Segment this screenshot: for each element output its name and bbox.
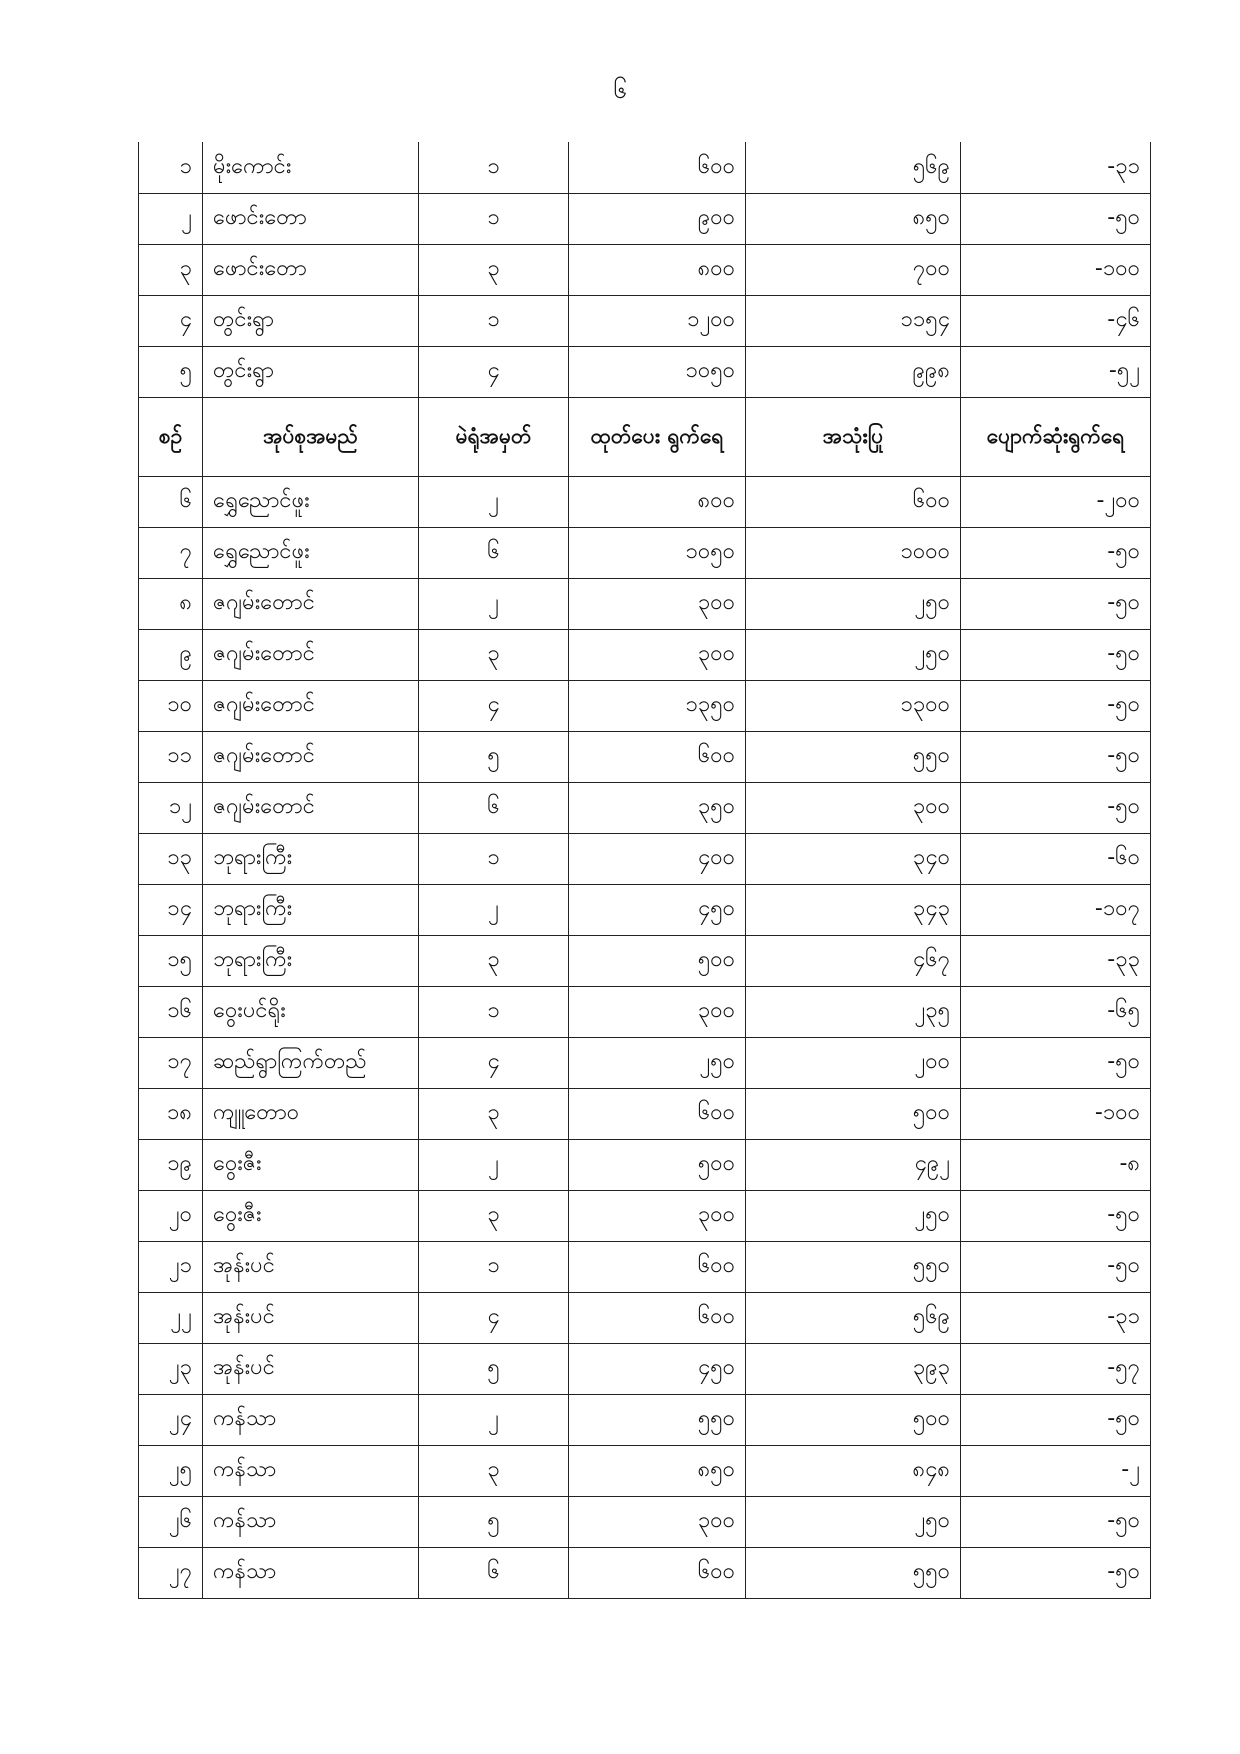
- station-number: ၁: [419, 986, 569, 1037]
- lost-count: -၅၇: [961, 1343, 1151, 1394]
- row-number: ၁၀: [139, 680, 203, 731]
- issued-count: ၈၀၀: [569, 476, 746, 527]
- station-number: ၁: [419, 1241, 569, 1292]
- station-number: ၁: [419, 833, 569, 884]
- table-row: [139, 476, 1151, 527]
- station-number: ၆: [419, 1547, 569, 1598]
- row-number: ၁၅: [139, 935, 203, 986]
- issued-count: ၆၀၀: [569, 1292, 746, 1343]
- lost-count: -၅၀: [961, 578, 1151, 629]
- used-count: ၃၀၀: [746, 782, 961, 833]
- row-number: ၉: [139, 629, 203, 680]
- group-name: ရွှေညောင်ဖူး: [203, 527, 419, 578]
- group-name: ဘုရားကြီး: [203, 884, 419, 935]
- issued-count: ၄၅၀: [569, 884, 746, 935]
- table-row: [139, 1292, 1151, 1343]
- table-row: [139, 1445, 1151, 1496]
- used-count: ၂၅၀: [746, 578, 961, 629]
- table-row: [139, 527, 1151, 578]
- used-count: ၇၀၀: [746, 244, 961, 295]
- issued-count: ၅၅၀: [569, 1394, 746, 1445]
- issued-count: ၉၀၀: [569, 193, 746, 244]
- row-number: ၇: [139, 527, 203, 578]
- issued-count: ၅၀၀: [569, 1139, 746, 1190]
- table-row: [139, 1139, 1151, 1190]
- issued-count: ၆၀၀: [569, 1547, 746, 1598]
- row-number: ၅: [139, 346, 203, 397]
- header-issued: ထုတ်ပေး ရွက်ရေ: [569, 397, 746, 476]
- group-name: တွင်းရွာ: [203, 346, 419, 397]
- table-row: [139, 1496, 1151, 1547]
- issued-count: ၂၅၀: [569, 1037, 746, 1088]
- used-count: ၉၉၈: [746, 346, 961, 397]
- station-number: ၄: [419, 1292, 569, 1343]
- used-count: ၈၄၈: [746, 1445, 961, 1496]
- lost-count: -၆၅: [961, 986, 1151, 1037]
- station-number: ၄: [419, 1037, 569, 1088]
- lost-count: -၁၀၀: [961, 1088, 1151, 1139]
- used-count: ၃၉၃: [746, 1343, 961, 1394]
- issued-count: ၃၅၀: [569, 782, 746, 833]
- lost-count: -၅၀: [961, 527, 1151, 578]
- ledger-header: [139, 397, 1151, 476]
- group-name: ကန်သာ: [203, 1445, 419, 1496]
- group-name: ဘုရားကြီး: [203, 935, 419, 986]
- group-name: ကန်သာ: [203, 1547, 419, 1598]
- group-name: အုန်းပင်: [203, 1241, 419, 1292]
- table-row: [139, 1241, 1151, 1292]
- issued-count: ၆၀၀: [569, 1088, 746, 1139]
- used-count: ၁၁၅၄: [746, 295, 961, 346]
- station-number: ၆: [419, 527, 569, 578]
- used-count: ၅၅၀: [746, 1241, 961, 1292]
- lost-count: -၅၀: [961, 782, 1151, 833]
- ledger-rows: [139, 476, 1151, 1598]
- station-number: ၁: [419, 142, 569, 193]
- group-name: ကန်သာ: [203, 1394, 419, 1445]
- group-name: ဇဂျမ်းတောင်: [203, 680, 419, 731]
- table-row: [139, 142, 1151, 193]
- row-number: ၁၃: [139, 833, 203, 884]
- lost-count: -၂၀၀: [961, 476, 1151, 527]
- station-number: ၂: [419, 884, 569, 935]
- lost-count: -၅၀: [961, 1190, 1151, 1241]
- table-row: [139, 578, 1151, 629]
- lost-count: -၈: [961, 1139, 1151, 1190]
- group-name: ရွှေညောင်ဖူး: [203, 476, 419, 527]
- issued-count: ၆၀၀: [569, 1241, 746, 1292]
- lost-count: -၂: [961, 1445, 1151, 1496]
- station-number: ၃: [419, 1445, 569, 1496]
- station-number: ၁: [419, 295, 569, 346]
- row-number: ၁၄: [139, 884, 203, 935]
- row-number: ၂၁: [139, 1241, 203, 1292]
- station-number: ၆: [419, 782, 569, 833]
- lost-count: -၅၀: [961, 680, 1151, 731]
- station-number: ၂: [419, 1139, 569, 1190]
- issued-count: ၆၀၀: [569, 731, 746, 782]
- header-used: အသုံးပြု: [746, 397, 961, 476]
- table-row: [139, 680, 1151, 731]
- group-name: ကျူတော၀: [203, 1088, 419, 1139]
- issued-count: ၆၀၀: [569, 142, 746, 193]
- group-name: ဇဂျမ်းတောင်: [203, 782, 419, 833]
- lost-count: -၆၀: [961, 833, 1151, 884]
- lost-count: -၅၀: [961, 629, 1151, 680]
- group-name: ဝွေးဇီး: [203, 1190, 419, 1241]
- used-count: ၆၀၀: [746, 476, 961, 527]
- station-number: ၅: [419, 731, 569, 782]
- used-count: ၅၅၀: [746, 731, 961, 782]
- lost-count: -၅၀: [961, 1547, 1151, 1598]
- issued-count: ၃၀၀: [569, 1190, 746, 1241]
- used-count: ၄၉၂: [746, 1139, 961, 1190]
- used-count: ၅၀၀: [746, 1394, 961, 1445]
- table-row: [139, 782, 1151, 833]
- group-name: ဘုရားကြီး: [203, 833, 419, 884]
- lost-count: -၅၀: [961, 193, 1151, 244]
- group-name: ဖောင်းတော: [203, 244, 419, 295]
- header-no: စဉ်: [139, 397, 203, 476]
- used-count: ၁၃၀၀: [746, 680, 961, 731]
- lost-count: -၅၀: [961, 1496, 1151, 1547]
- ballot-ledger-table: [138, 142, 1151, 1599]
- row-number: ၂၆: [139, 1496, 203, 1547]
- station-number: ၅: [419, 1343, 569, 1394]
- table-row: [139, 244, 1151, 295]
- row-number: ၁၇: [139, 1037, 203, 1088]
- issued-count: ၃၀၀: [569, 1496, 746, 1547]
- row-number: ၁၂: [139, 782, 203, 833]
- group-name: ဇဂျမ်းတောင်: [203, 731, 419, 782]
- row-number: ၂၃: [139, 1343, 203, 1394]
- group-name: တွင်းရွာ: [203, 295, 419, 346]
- table-row: [139, 1088, 1151, 1139]
- used-count: ၂၅၀: [746, 629, 961, 680]
- row-number: ၁၉: [139, 1139, 203, 1190]
- issued-count: ၄၅၀: [569, 1343, 746, 1394]
- station-number: ၂: [419, 578, 569, 629]
- lost-count: -၅၂: [961, 346, 1151, 397]
- row-number: ၁: [139, 142, 203, 193]
- row-number: ၂၇: [139, 1547, 203, 1598]
- ledger-top-rows: [139, 142, 1151, 397]
- issued-count: ၃၀၀: [569, 629, 746, 680]
- table-row: [139, 986, 1151, 1037]
- lost-count: -၅၀: [961, 1241, 1151, 1292]
- group-name: ဆည်ရွာကြက်တည်: [203, 1037, 419, 1088]
- row-number: ၆: [139, 476, 203, 527]
- issued-count: ၁၀၅၀: [569, 346, 746, 397]
- table-row: [139, 1394, 1151, 1445]
- row-number: ၂၅: [139, 1445, 203, 1496]
- issued-count: ၈၀၀: [569, 244, 746, 295]
- table-row: [139, 884, 1151, 935]
- group-name: အုန်းပင်: [203, 1343, 419, 1394]
- lost-count: -၃၁: [961, 1292, 1151, 1343]
- lost-count: -၄၆: [961, 295, 1151, 346]
- station-number: ၃: [419, 1190, 569, 1241]
- station-number: ၂: [419, 476, 569, 527]
- row-number: ၁၆: [139, 986, 203, 1037]
- group-name: ဖောင်းတော: [203, 193, 419, 244]
- table-row: [139, 833, 1151, 884]
- lost-count: -၁၀၀: [961, 244, 1151, 295]
- used-count: ၅၆၉: [746, 142, 961, 193]
- issued-count: ၃၀၀: [569, 986, 746, 1037]
- row-number: ၂၀: [139, 1190, 203, 1241]
- lost-count: -၃၁: [961, 142, 1151, 193]
- station-number: ၃: [419, 935, 569, 986]
- lost-count: -၅၀: [961, 731, 1151, 782]
- row-number: ၂၄: [139, 1394, 203, 1445]
- header-row: [139, 397, 1151, 476]
- row-number: ၁၈: [139, 1088, 203, 1139]
- table-row: [139, 1190, 1151, 1241]
- table-row: [139, 346, 1151, 397]
- group-name: ဝွေးဇီး: [203, 1139, 419, 1190]
- used-count: ၁၀၀၀: [746, 527, 961, 578]
- row-number: ၂: [139, 193, 203, 244]
- table-row: [139, 731, 1151, 782]
- table-row: [139, 1547, 1151, 1598]
- station-number: ၄: [419, 346, 569, 397]
- station-number: ၂: [419, 1394, 569, 1445]
- station-number: ၁: [419, 193, 569, 244]
- used-count: ၅၀၀: [746, 1088, 961, 1139]
- lost-count: -၅၀: [961, 1394, 1151, 1445]
- header-name: အုပ်စုအမည်: [203, 397, 419, 476]
- table-row: [139, 1343, 1151, 1394]
- used-count: ၅၆၉: [746, 1292, 961, 1343]
- row-number: ၈: [139, 578, 203, 629]
- table-row: [139, 1037, 1151, 1088]
- issued-count: ၁၀၅၀: [569, 527, 746, 578]
- station-number: ၃: [419, 1088, 569, 1139]
- lost-count: -၃၃: [961, 935, 1151, 986]
- table-row: [139, 193, 1151, 244]
- used-count: ၂၅၀: [746, 1190, 961, 1241]
- used-count: ၃၄၃: [746, 884, 961, 935]
- used-count: ၃၄၀: [746, 833, 961, 884]
- station-number: ၃: [419, 244, 569, 295]
- row-number: ၁၁: [139, 731, 203, 782]
- issued-count: ၃၀၀: [569, 578, 746, 629]
- header-meter: မဲရုံအမှတ်: [419, 397, 569, 476]
- issued-count: ၁၂၀၀: [569, 295, 746, 346]
- group-name: ကန်သာ: [203, 1496, 419, 1547]
- issued-count: ၄၀၀: [569, 833, 746, 884]
- group-name: အုန်းပင်: [203, 1292, 419, 1343]
- row-number: ၄: [139, 295, 203, 346]
- header-lost: ပျောက်ဆုံးရွက်ရေ: [961, 397, 1151, 476]
- issued-count: ၁၃၅၀: [569, 680, 746, 731]
- table-row: [139, 629, 1151, 680]
- used-count: ၅၅၀: [746, 1547, 961, 1598]
- station-number: ၄: [419, 680, 569, 731]
- table-row: [139, 295, 1151, 346]
- row-number: ၂၂: [139, 1292, 203, 1343]
- lost-count: -၁၀၇: [961, 884, 1151, 935]
- group-name: မိုးကောင်း: [203, 142, 419, 193]
- used-count: ၂၃၅: [746, 986, 961, 1037]
- page-number: ၆: [613, 76, 627, 104]
- used-count: ၄၆၇: [746, 935, 961, 986]
- group-name: ဇဂျမ်းတောင်: [203, 578, 419, 629]
- used-count: ၂၅၀: [746, 1496, 961, 1547]
- group-name: ဇဂျမ်းတောင်: [203, 629, 419, 680]
- used-count: ၂၀၀: [746, 1037, 961, 1088]
- issued-count: ၈၅၀: [569, 1445, 746, 1496]
- row-number: ၃: [139, 244, 203, 295]
- issued-count: ၅၀၀: [569, 935, 746, 986]
- lost-count: -၅၀: [961, 1037, 1151, 1088]
- group-name: ဝွေးပင်ရိုး: [203, 986, 419, 1037]
- used-count: ၈၅၀: [746, 193, 961, 244]
- station-number: ၃: [419, 629, 569, 680]
- table-row: [139, 935, 1151, 986]
- station-number: ၅: [419, 1496, 569, 1547]
